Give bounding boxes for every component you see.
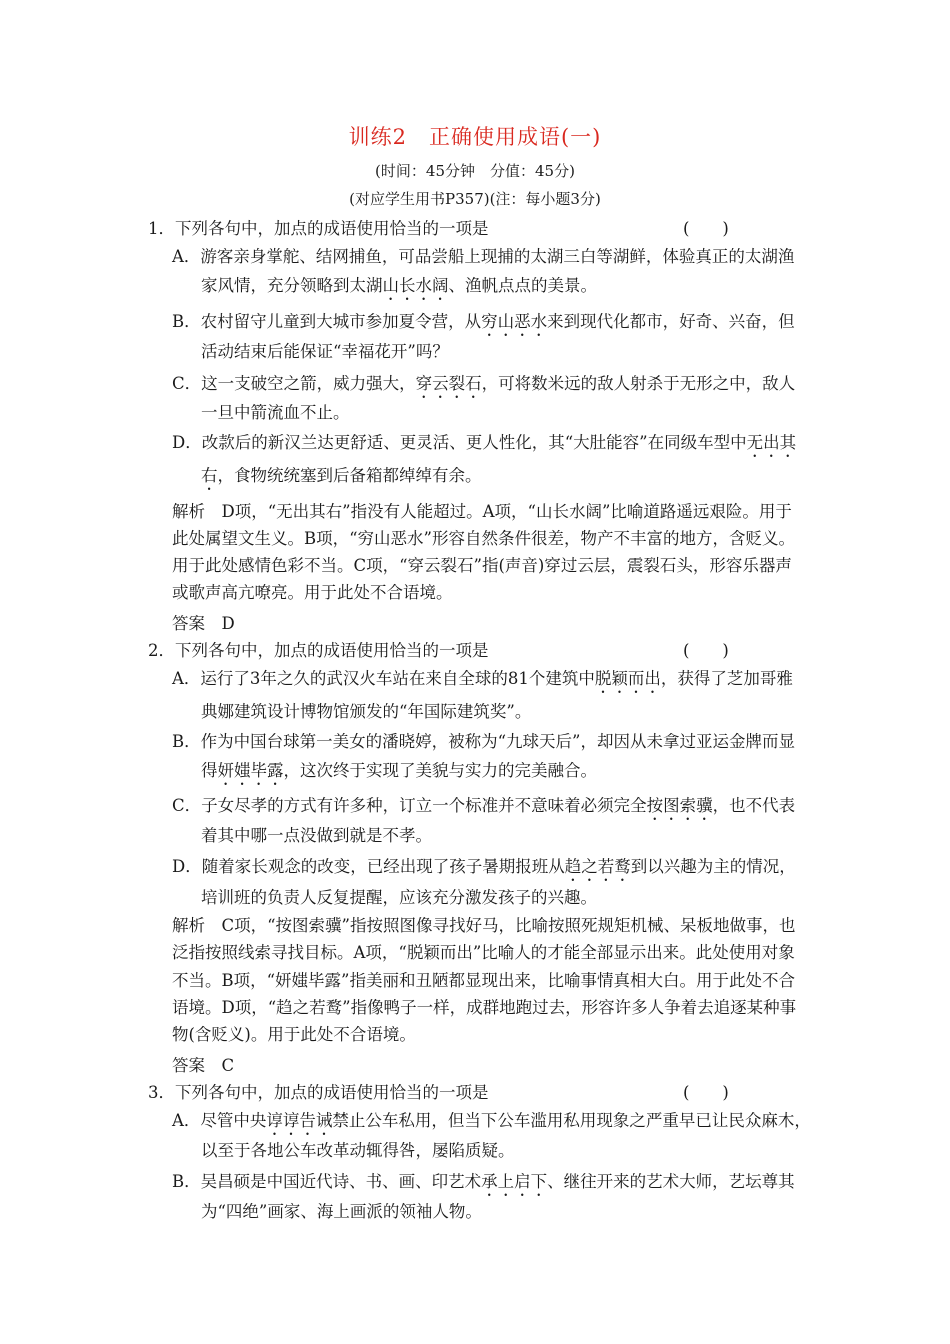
q1-answer: 答案 D <box>172 614 235 633</box>
q1-option-d: D．改款后的新汉兰达更舒适、更灵活、更人性化，其“大肚能容”在同级车型中无出其 <box>172 433 797 452</box>
q2-option-a-cont: 典娜建筑设计博物馆颁发的“年国际建筑奖”。 <box>201 702 532 721</box>
q1-emphasized-idiom: 无出其 <box>746 433 797 452</box>
q1-option-c-cont: 一旦中箭流血不止。 <box>201 403 350 422</box>
q2-analysis-line: 语境。D项，“趋之若鹜”指像鸭子一样，成群地跑过去，形容许多人争着去追逐某种事 <box>172 998 797 1017</box>
q1-option-b-cont: 活动结束后能保证“幸福花开”吗？ <box>201 342 449 361</box>
q3-emphasized-idiom: 承上启下 <box>481 1172 548 1191</box>
q2-option-b-cont: 得妍媸毕露，这次终于实现了美貌与实力的完美融合。 <box>201 761 597 780</box>
q1-option-b: B．农村留守儿童到大城市参加夏令营，从穷山恶水来到现代化都市，好奇、兴奋，但 <box>172 312 795 331</box>
q3-answer-bracket: ( ) <box>683 1083 729 1102</box>
q2-option-b: B．作为中国台球第一美女的潘晓婷，被称为“九球天后”，却因从未拿过亚运金牌而显 <box>172 732 795 751</box>
q3-option-b-cont: 为“四绝”画家、海上画派的领袖人物。 <box>201 1202 482 1221</box>
q3-stem: 3．下列各句中，加点的成语使用恰当的一项是 <box>148 1083 489 1102</box>
q1-analysis-line: 或歌声高亢嘹亮。用于此处不合语境。 <box>172 583 453 602</box>
q2-analysis-line: 泛指按照线索寻找目标。A项，“脱颖而出”比喻人的才能全部显示出来。此处使用对象 <box>172 943 795 962</box>
q2-option-d: D．随着家长观念的改变，已经出现了孩子暑期报班从趋之若鹜到以兴趣为主的情况， <box>172 857 796 876</box>
q2-analysis-line: 物(含贬义)。用于此处不合语境。 <box>172 1025 416 1044</box>
q1-analysis-line: 此处属望文生义。B项，“穷山恶水”形容自然条件很差，物产不丰富的地方，含贬义。 <box>172 529 795 548</box>
q1-option-c: C．这一支破空之箭，威力强大，穿云裂石，可将数米远的敌人射杀于无形之中，敌人 <box>172 374 796 393</box>
q2-emphasized-idiom: 趋之若鹜 <box>564 857 631 876</box>
q2-answer-bracket: ( ) <box>683 641 729 660</box>
q2-analysis-line: 不当。B项，“妍媸毕露”指美丽和丑陋都显现出来，比喻事情真相大白。用于此处不合 <box>172 971 795 990</box>
q1-stem: 1．下列各句中，加点的成语使用恰当的一项是 <box>148 219 489 238</box>
reference-note: (对应学生用书P357)(注：每小题3分) <box>349 190 601 208</box>
q1-emphasized-idiom: 山长水阔 <box>382 276 449 295</box>
time-score-info: (时间：45分钟 分值：45分) <box>375 162 575 180</box>
q3-emphasized-idiom: 谆谆告诫 <box>266 1111 333 1130</box>
q2-emphasized-idiom: 脱颖而出 <box>594 669 661 688</box>
q2-option-d-cont: 培训班的负责人反复提醒，应该充分激发孩子的兴趣。 <box>201 888 597 907</box>
q2-analysis: 解析 C项，“按图索骥”指按照图像寻找好马，比喻按照死规矩机械、呆板地做事，也 <box>172 916 796 935</box>
q3-option-a-cont: 以至于各地公车改革动辄得咎，屡陷质疑。 <box>201 1141 515 1160</box>
q1-analysis: 解析 D项，“无出其右”指没有人能超过。A项，“山长水阔”比喻道路遥远艰险。用于 <box>172 502 792 521</box>
q2-emphasized-idiom: 按图索骥 <box>646 796 713 815</box>
page-title: 训练2 正确使用成语(一) <box>348 125 602 149</box>
q2-option-c: C．子女尽孝的方式有许多种，订立一个标准并不意味着必须完全按图索骥，也不代表 <box>172 796 796 815</box>
q2-option-c-cont: 着其中哪一点没做到就是不孝。 <box>201 826 432 845</box>
q1-answer-bracket: ( ) <box>683 219 729 238</box>
q2-option-a: A．运行了3年之久的武汉火车站在来自全球的81个建筑中脱颖而出，获得了芝加哥雅 <box>172 669 793 688</box>
q1-analysis-line: 用于此处感情色彩不当。C项，“穿云裂石”指(声音)穿过云层，震裂石头，形容乐器声 <box>172 556 792 575</box>
q2-stem: 2．下列各句中，加点的成语使用恰当的一项是 <box>148 641 489 660</box>
q2-emphasized-idiom: 妍媸毕露 <box>217 761 284 780</box>
q1-emphasized-idiom: 穿云裂石 <box>415 374 482 393</box>
q2-answer: 答案 C <box>172 1056 235 1075</box>
q3-option-b: B．吴昌硕是中国近代诗、书、画、印艺术承上启下、继往开来的艺术大师，艺坛尊其 <box>172 1172 795 1191</box>
q1-option-a-cont: 家风情，充分领略到太湖山长水阔、渔帆点点的美景。 <box>201 276 597 295</box>
q3-option-a: A．尽管中央谆谆告诫禁止公车私用，但当下公车滥用私用现象之严重早已让民众麻木， <box>172 1111 811 1130</box>
q1-option-d-cont: 右，食物统统塞到后备箱都绰绰有余。 <box>201 466 482 485</box>
q1-emphasized-idiom: 右 <box>201 466 218 485</box>
q1-emphasized-idiom: 穷山恶水 <box>481 312 548 331</box>
q1-option-a: A．游客亲身掌舵、结网捕鱼，可品尝船上现捕的太湖三白等湖鲜，体验真正的太湖渔 <box>172 247 795 266</box>
